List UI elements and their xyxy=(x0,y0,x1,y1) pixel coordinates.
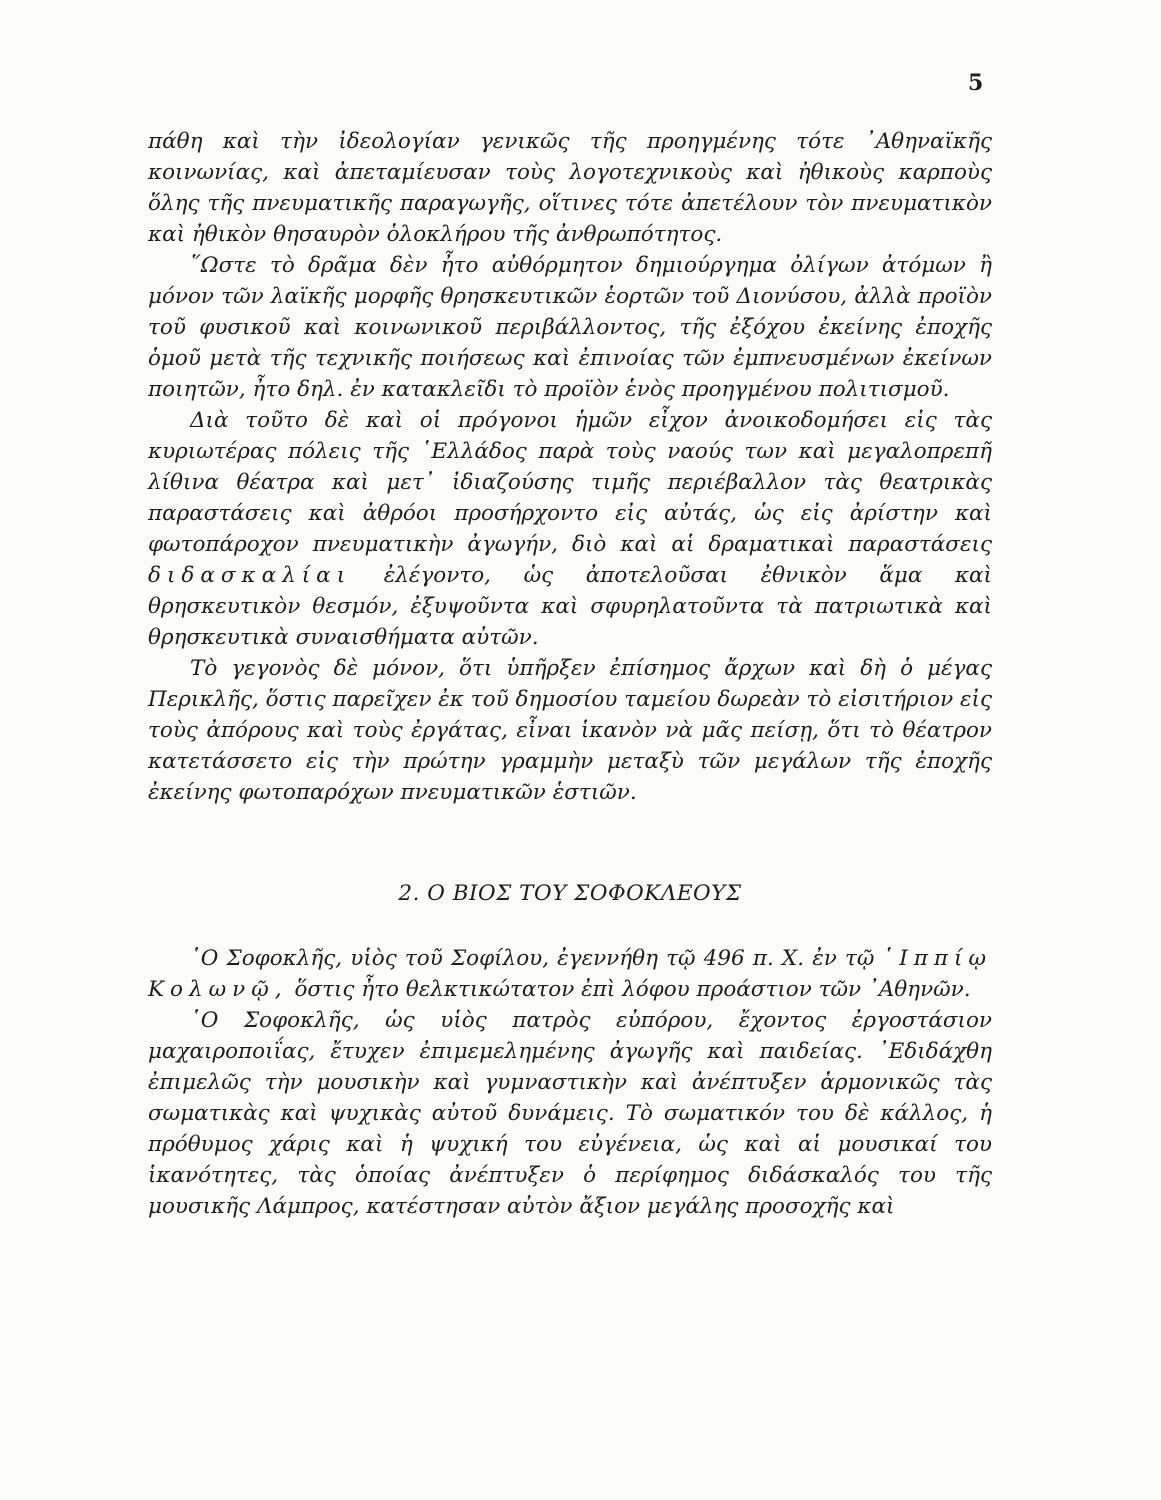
body-text xyxy=(148,126,992,1222)
paragraph-pericles: Τὸ γεγονὸς δὲ μόνον, ὅτι ὑπῆρξεν ἐπίσημος ἄρχων καὶ δὴ ὁ μέγας Περικλῆς, ὅστις παρεῖχεν ἐκ τοῦ δημοσίου ταμείου δωρεὰν τὸ εἰσιτήριον εἰς τοὺς ἀπόρους καὶ τοὺς ἐργάτας, εἶναι ἱκανὸν νὰ μᾶς πείσῃ, ὅτι τὸ θέατρον κατετάσσετο εἰς τὴν πρώτην γραμμὴν μεταξὺ τῶν μεγάλων τῆς ἐποχῆς ἐκείνης φωτοπαρόχων πνευματικῶν ἑστιῶν. xyxy=(148,656,992,805)
emphasized-term: διδασκαλίαι xyxy=(148,563,352,588)
paragraph-drama-origin: ῞Ωστε τὸ δρᾶμα δὲν ἦτο αὐθόρμητον δημιούργημα ὀλίγων ἀτόμων ἢ μόνον τῶν λαϊκῆς μορφῆς θρησκευτικῶν ἑορτῶν τοῦ Διονύσου, ἀλλὰ προϊὸν τοῦ φυσικοῦ καὶ κοινωνικοῦ περιβάλλοντος, τῆς ἐξόχου ἐκείνης ἐποχῆς ὁμοῦ μετὰ τῆς τεχνικῆς ποιήσεως καὶ ἐπινοίας τῶν ἐμπνευσμένων ἐκείνων ποιητῶν, ἦτο δηλ. ἐν κατακλεῖδι τὸ προϊὸν ἑνὸς προηγμένου πολιτισμοῦ. xyxy=(148,253,992,402)
paragraph-theatres xyxy=(148,405,992,653)
paragraph-birth xyxy=(148,943,992,1005)
page-number: 5 xyxy=(968,70,984,96)
paragraph-text: ῾Ο Σοφοκλῆς, υἱὸς τοῦ Σοφίλου, ἐγεννήθη τῷ 496 π. Χ. ἐν τῷ xyxy=(190,946,875,971)
paragraph-text: ὅστις ἦτο θελκτικώτατον ἐπὶ λόφου προάστιον τῶν ᾿Αθηνῶν. xyxy=(294,977,971,1002)
paragraph-text: Διὰ τοῦτο δὲ καὶ οἱ πρόγονοι ἡμῶν εἶχον ἀνοικοδομήσει εἰς τὰς κυριωτέρας πόλεις τῆς ῾Ελλάδος παρὰ τοὺς ναούς των καὶ μεγαλοπρεπῆ λίθινα θέατρα καὶ μετ᾿ ἰδιαζούσης τιμῆς περιέβαλλον τὰς θεατρικὰς παραστάσεις καὶ ἀθρόοι προσήρχοντο εἰς αὐτάς, ὡς εἰς ἀρίστην καὶ φωτοπάροχον πνευματικὴν ἀγωγήν, διὸ καὶ αἱ δραματικαὶ παραστάσεις xyxy=(148,408,992,557)
paragraph-text: ἐλέγοντο, ὡς ἀποτελοῦσαι ἐθνικὸν ἅμα καὶ θρησκευτικὸν θεσμόν, ἐξυψοῦντα καὶ σφυρηλατοῦντα τὰ πατριωτικὰ καὶ θρησκευτικὰ συναισθήματα αὐτῶν. xyxy=(148,563,992,650)
section-heading: 2. Ο ΒΙΟΣ ΤΟΥ ΣΟΦΟΚΛΕΟΥΣ xyxy=(398,881,742,906)
emphasized-place: ῾Ιππίῳ Κολωνῷ, xyxy=(148,946,992,1002)
paragraph-continuation: πάθη καὶ τὴν ἰδεολογίαν γενικῶς τῆς προηγμένης τότε ᾿Αθηναϊκῆς κοινωνίας, καὶ ἀπεταμίευσαν τοὺς λογοτεχνικοὺς καὶ ἠθικοὺς καρποὺς ὅλης τῆς πνευματικῆς παραγωγῆς, οἵτινες τότε ἀπετέλουν τὸν πνευματικὸν καὶ ἠθικὸν θησαυρὸν ὁλοκλήρου τῆς ἀνθρωπότητος. xyxy=(148,129,992,247)
paragraph-education: ῾Ο Σοφοκλῆς, ὡς υἱὸς πατρὸς εὐπόρου, ἔχοντος ἐργοστάσιον μαχαιροποιΐας, ἔτυχεν ἐπιμεμελημένης ἀγωγῆς καὶ παιδείας. ᾿Εδιδάχθη ἐπιμελῶς τὴν μουσικὴν καὶ γυμναστικὴν καὶ ἀνέπτυξεν ἁρμονικῶς τὰς σωματικὰς καὶ ψυχικὰς αὐτοῦ δυνάμεις. Τὸ σωματικόν του δὲ κάλλος, ἡ πρόθυμος χάρις καὶ ἡ ψυχική του εὐγένεια, ὡς καὶ αἱ μουσικαί του ἱκανότητες, τὰς ὁποίας ἀνέπτυξεν ὁ περίφημος διδάσκαλός του τῆς μουσικῆς Λάμπρος, κατέστησαν αὐτὸν ἄξιον μεγάλης προσοχῆς καὶ xyxy=(148,1008,992,1219)
